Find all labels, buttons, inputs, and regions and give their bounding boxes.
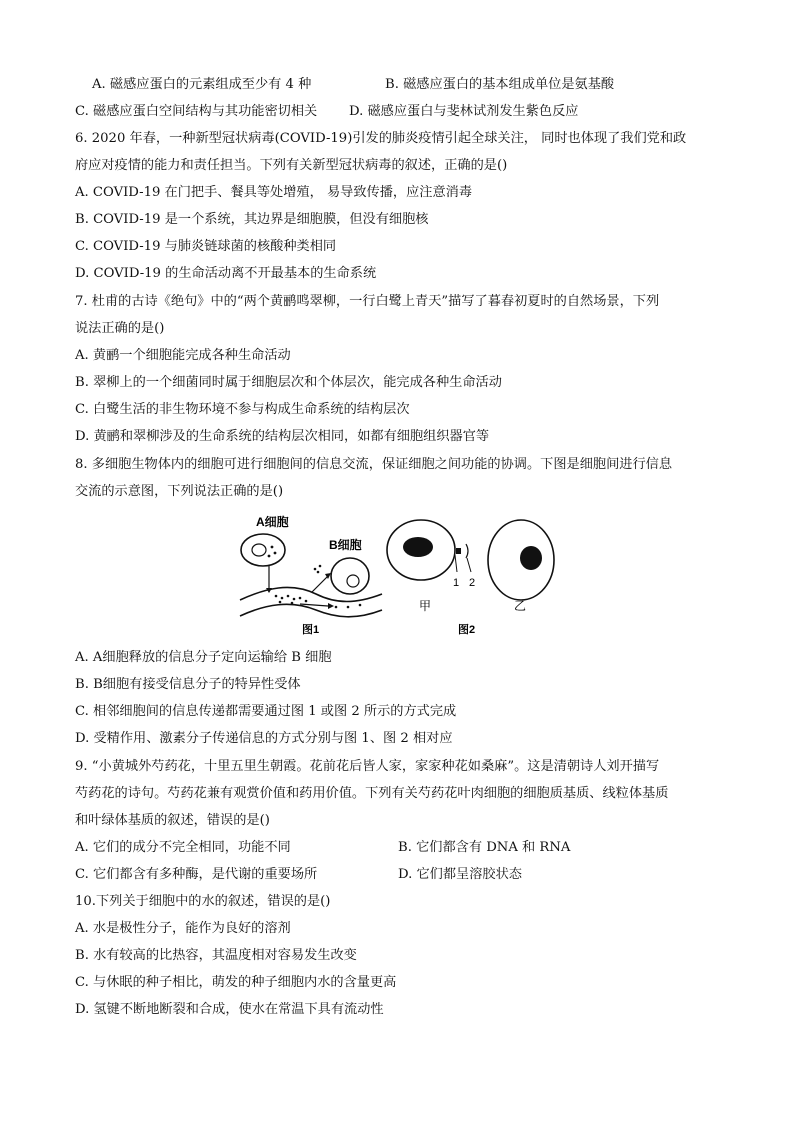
q6-option-b: B. COVID-19 是一个系统，其边界是细胞膜，但没有细胞核 — [75, 212, 429, 227]
label-1: 1 — [453, 577, 460, 589]
vessel-lower-wall — [240, 604, 382, 616]
cell-yi-nucleus — [520, 546, 542, 570]
q6-option-a: A. COVID-19 在门把手、餐具等处增殖， 易导致传播，应注意消毒 — [75, 185, 473, 200]
signal-molecule-1 — [456, 548, 461, 554]
q9-stem-line-2: 芍药花的诗句。芍药花兼有观赏价值和药用价值。下列有关芍药花叶肉细胞的细胞质基质、线粒体基质 — [75, 786, 669, 801]
figure-2-caption: 图2 — [458, 624, 476, 636]
q10-option-a: A. 水是极性分子，能作为良好的溶剂 — [75, 921, 291, 936]
q8-stem-line-1: 8. 多细胞生物体内的细胞可进行细胞间的信息交流，保证细胞之间功能的协调。下图是细胞间进行信息 — [75, 457, 673, 472]
q7-option-b: B. 翠柳上的一个细菌同时属于细胞层次和个体层次，能完成各种生命活动 — [75, 375, 502, 390]
cell-b-nucleus — [347, 575, 359, 587]
q5-option-a: A. 磁感应蛋白的元素组成至少有 4 种 — [92, 77, 312, 92]
label-yi: 乙 — [514, 599, 527, 613]
q9-option-a: A. 它们的成分不完全相同，功能不同 — [75, 840, 291, 855]
q8-stem-line-2: 交流的示意图，下列说法正确的是() — [75, 484, 284, 499]
q8-option-b: B. B细胞有接受信息分子的特异性受体 — [75, 677, 301, 692]
q6-stem-line-2: 府应对疫情的能力和责任担当。下列有关新型冠状病毒的叙述，正确的是() — [75, 158, 508, 173]
cell-a-label: A细胞 — [256, 515, 289, 529]
q9-option-d: D. 它们都呈溶胶状态 — [398, 867, 522, 882]
q5-option-b: B. 磁感应蛋白的基本组成单位是氨基酸 — [385, 77, 615, 92]
figure-1-caption: 图1 — [302, 624, 320, 636]
q5-option-d: D. 磁感应蛋白与斐林试剂发生紫色反应 — [349, 104, 579, 119]
q8-option-d: D. 受精作用、激素分子传递信息的方式分别与图 1、图 2 相对应 — [75, 731, 453, 746]
q7-option-c: C. 白鹭生活的非生物环境不参与构成生命系统的结构层次 — [75, 402, 410, 417]
q10-stem: 10.下列关于细胞中的水的叙述，错误的是() — [75, 894, 331, 909]
cell-a — [241, 534, 285, 566]
q7-option-a: A. 黄鹂一个细胞能完成各种生命活动 — [75, 348, 291, 363]
q10-option-c: C. 与休眠的种子相比，萌发的种子细胞内水的含量更高 — [75, 975, 397, 990]
q10-option-b: B. 水有较高的比热容，其温度相对容易发生改变 — [75, 948, 357, 963]
q7-stem-line-1: 7. 杜甫的古诗《绝句》中的“两个黄鹂鸣翠柳，一行白鹭上青天”描写了暮春初夏时的自然场景，下列 — [75, 294, 660, 309]
label-jia: 甲 — [419, 599, 432, 613]
q9-option-c: C. 它们都含有多种酶，是代谢的重要场所 — [75, 867, 318, 882]
q5-option-c: C. 磁感应蛋白空间结构与其功能密切相关 — [75, 104, 318, 119]
q6-stem-line-1: 6. 2020 年春，一种新型冠状病毒(COVID-19)引发的肺炎疫情引起全球关注， 同时也体现了我们党和政 — [75, 131, 687, 146]
q7-stem-line-2: 说法正确的是() — [75, 321, 165, 336]
q8-option-a: A. A细胞释放的信息分子定向运输给 B 细胞 — [75, 650, 332, 665]
figure-2-diagram — [381, 514, 561, 638]
q9-option-b: B. 它们都含有 DNA 和 RNA — [398, 840, 571, 855]
vessel-upper-wall — [240, 587, 382, 601]
q9-stem-line-1: 9. “小黄城外芍药花，十里五里生朝霞。花前花后皆人家，家家种花如桑麻”。这是清朝诗人刘开描写 — [75, 759, 660, 774]
q8-option-c: C. 相邻细胞间的信息传递都需要通过图 1 或图 2 所示的方式完成 — [75, 704, 457, 719]
q6-option-c: C. COVID-19 与肺炎链球菌的核酸种类相同 — [75, 239, 337, 254]
cell-a-nucleus — [252, 544, 266, 556]
q10-option-d: D. 氢键不断地断裂和合成，使水在常温下具有流动性 — [75, 1002, 384, 1017]
receptor-2 — [466, 544, 468, 558]
q9-stem-line-3: 和叶绿体基质的叙述，错误的是() — [75, 813, 270, 828]
figure-1-diagram — [236, 510, 386, 638]
q6-option-d: D. COVID-19 的生命活动离不开最基本的生命系统 — [75, 266, 377, 281]
label-2: 2 — [469, 577, 476, 589]
cell-b-label: B细胞 — [329, 538, 362, 552]
cell-jia-nucleus — [403, 537, 433, 557]
q7-option-d: D. 黄鹂和翠柳涉及的生命系统的结构层次相同，如都有细胞组织器官等 — [75, 429, 490, 444]
